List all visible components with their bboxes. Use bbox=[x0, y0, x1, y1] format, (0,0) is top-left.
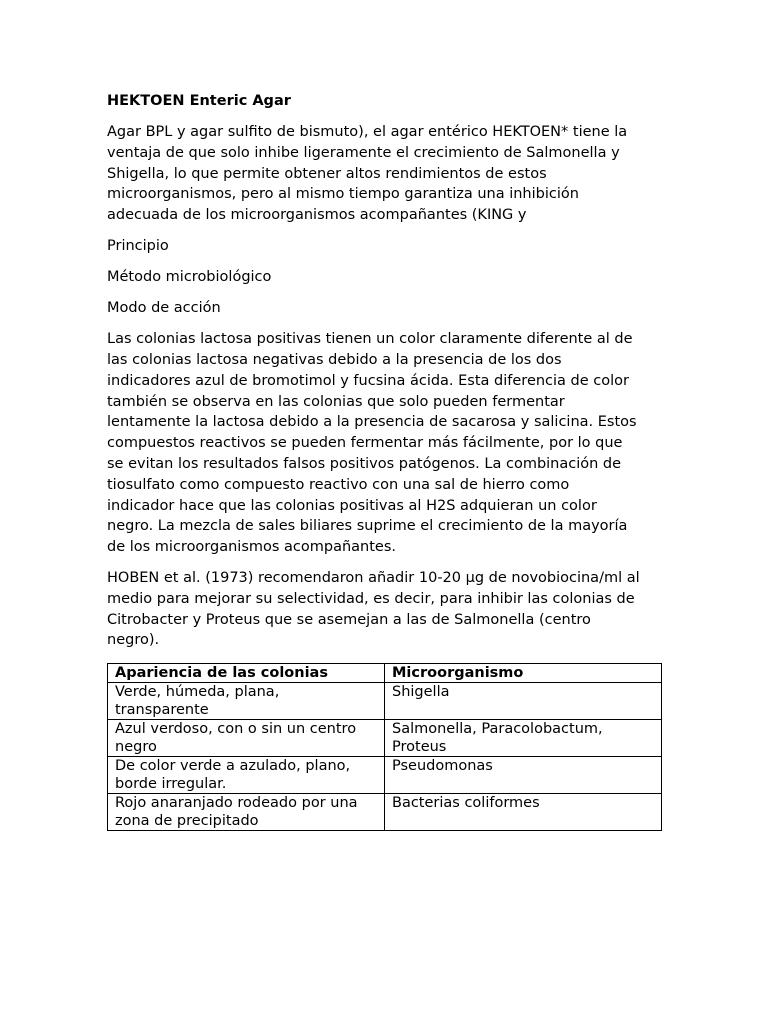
cell-text: Verde, húmeda, plana, bbox=[115, 684, 280, 701]
intro-line: ventaja de que solo inhibe ligeramente el crecimiento de Salmonella y bbox=[107, 144, 620, 161]
appearance-cell bbox=[108, 720, 385, 757]
cell-text: Salmonella, Paracolobactum, bbox=[392, 721, 603, 738]
body-line: Las colonias lactosa positivas tienen un color claramente diferente al de bbox=[107, 331, 633, 348]
table-row bbox=[108, 720, 662, 757]
organism-cell bbox=[385, 720, 662, 757]
intro-line: adecuada de los microorganismos acompañantes (KING y bbox=[107, 207, 527, 224]
organism-cell bbox=[385, 757, 662, 794]
heading-modo-accion: Modo de acción bbox=[107, 300, 221, 317]
cell-text: Pseudomonas bbox=[392, 758, 493, 775]
body-line: tiosulfato como compuesto reactivo con una sal de hierro como bbox=[107, 476, 570, 493]
document-page bbox=[107, 91, 663, 831]
header-appearance: Apariencia de las colonias bbox=[108, 664, 385, 683]
body-line: indicador hace que las colonias positivas al H2S adquieran un color bbox=[107, 497, 597, 514]
cell-text: negro bbox=[115, 739, 157, 756]
intro-line: microorganismos, pero al mismo tiempo garantiza una inhibición bbox=[107, 186, 579, 203]
intro-line: Agar BPL y agar sulfito de bismuto), el agar entérico HEKTOEN* tiene la bbox=[107, 124, 628, 140]
intro-line: Shigella, lo que permite obtener altos rendimientos de estos bbox=[107, 165, 547, 182]
organism-cell bbox=[385, 683, 662, 720]
table-row bbox=[108, 683, 662, 720]
body-line: las colonias lactosa negativas debido a la presencia de los dos bbox=[107, 352, 562, 369]
body-line: se evitan los resultados falsos positivos patógenos. La combinación de bbox=[107, 456, 622, 473]
document-title: HEKTOEN Enteric Agar bbox=[107, 93, 291, 109]
body-line: indicadores azul de bromotimol y fucsina ácida. Esta diferencia de color bbox=[107, 372, 629, 389]
header-organism: Microorganismo bbox=[385, 664, 662, 683]
hoben-paragraph bbox=[107, 568, 663, 651]
cell-text: Proteus bbox=[392, 739, 447, 756]
body-line: también se observa en las colonias que solo pueden fermentar bbox=[107, 393, 565, 410]
cell-text: zona de precipitado bbox=[115, 813, 259, 830]
appearance-cell bbox=[108, 757, 385, 794]
colonies-table bbox=[107, 663, 662, 831]
body-paragraph bbox=[107, 329, 663, 558]
body-line: negro. La mezcla de sales biliares suprime el crecimiento de la mayoría bbox=[107, 518, 628, 535]
hoben-line: medio para mejorar su selectividad, es decir, para inhibir las colonias de bbox=[107, 590, 635, 607]
intro-paragraph bbox=[107, 122, 663, 226]
hoben-line: negro). bbox=[107, 632, 160, 649]
body-line: lentamente la lactosa debido a la presencia de sacarosa y salicina. Estos bbox=[107, 414, 637, 431]
appearance-cell bbox=[108, 794, 385, 831]
organism-cell bbox=[385, 794, 662, 831]
heading-metodo: Método microbiológico bbox=[107, 269, 272, 286]
appearance-cell bbox=[108, 683, 385, 720]
table-row bbox=[108, 794, 662, 831]
cell-text: borde irregular. bbox=[115, 776, 227, 793]
cell-text: Azul verdoso, con o sin un centro bbox=[115, 721, 357, 738]
body-line: de los microorganismos acompañantes. bbox=[107, 539, 397, 556]
cell-text: Bacterias coliformes bbox=[392, 795, 540, 812]
hoben-line: HOBEN et al. (1973) recomendaron añadir 10-20 µg de novobiocina/ml al bbox=[107, 570, 640, 587]
table-header-row bbox=[108, 664, 662, 683]
hoben-line: Citrobacter y Proteus que se asemejan a las de Salmonella (centro bbox=[107, 611, 591, 628]
body-line: compuestos reactivos se pueden fermentar más fácilmente, por lo que bbox=[107, 435, 623, 452]
cell-text: De color verde a azulado, plano, bbox=[115, 758, 351, 775]
cell-text: Rojo anaranjado rodeado por una bbox=[115, 795, 358, 812]
cell-text: transparente bbox=[115, 702, 209, 719]
heading-principio: Principio bbox=[107, 237, 169, 254]
cell-text: Shigella bbox=[392, 684, 450, 701]
table-row bbox=[108, 757, 662, 794]
